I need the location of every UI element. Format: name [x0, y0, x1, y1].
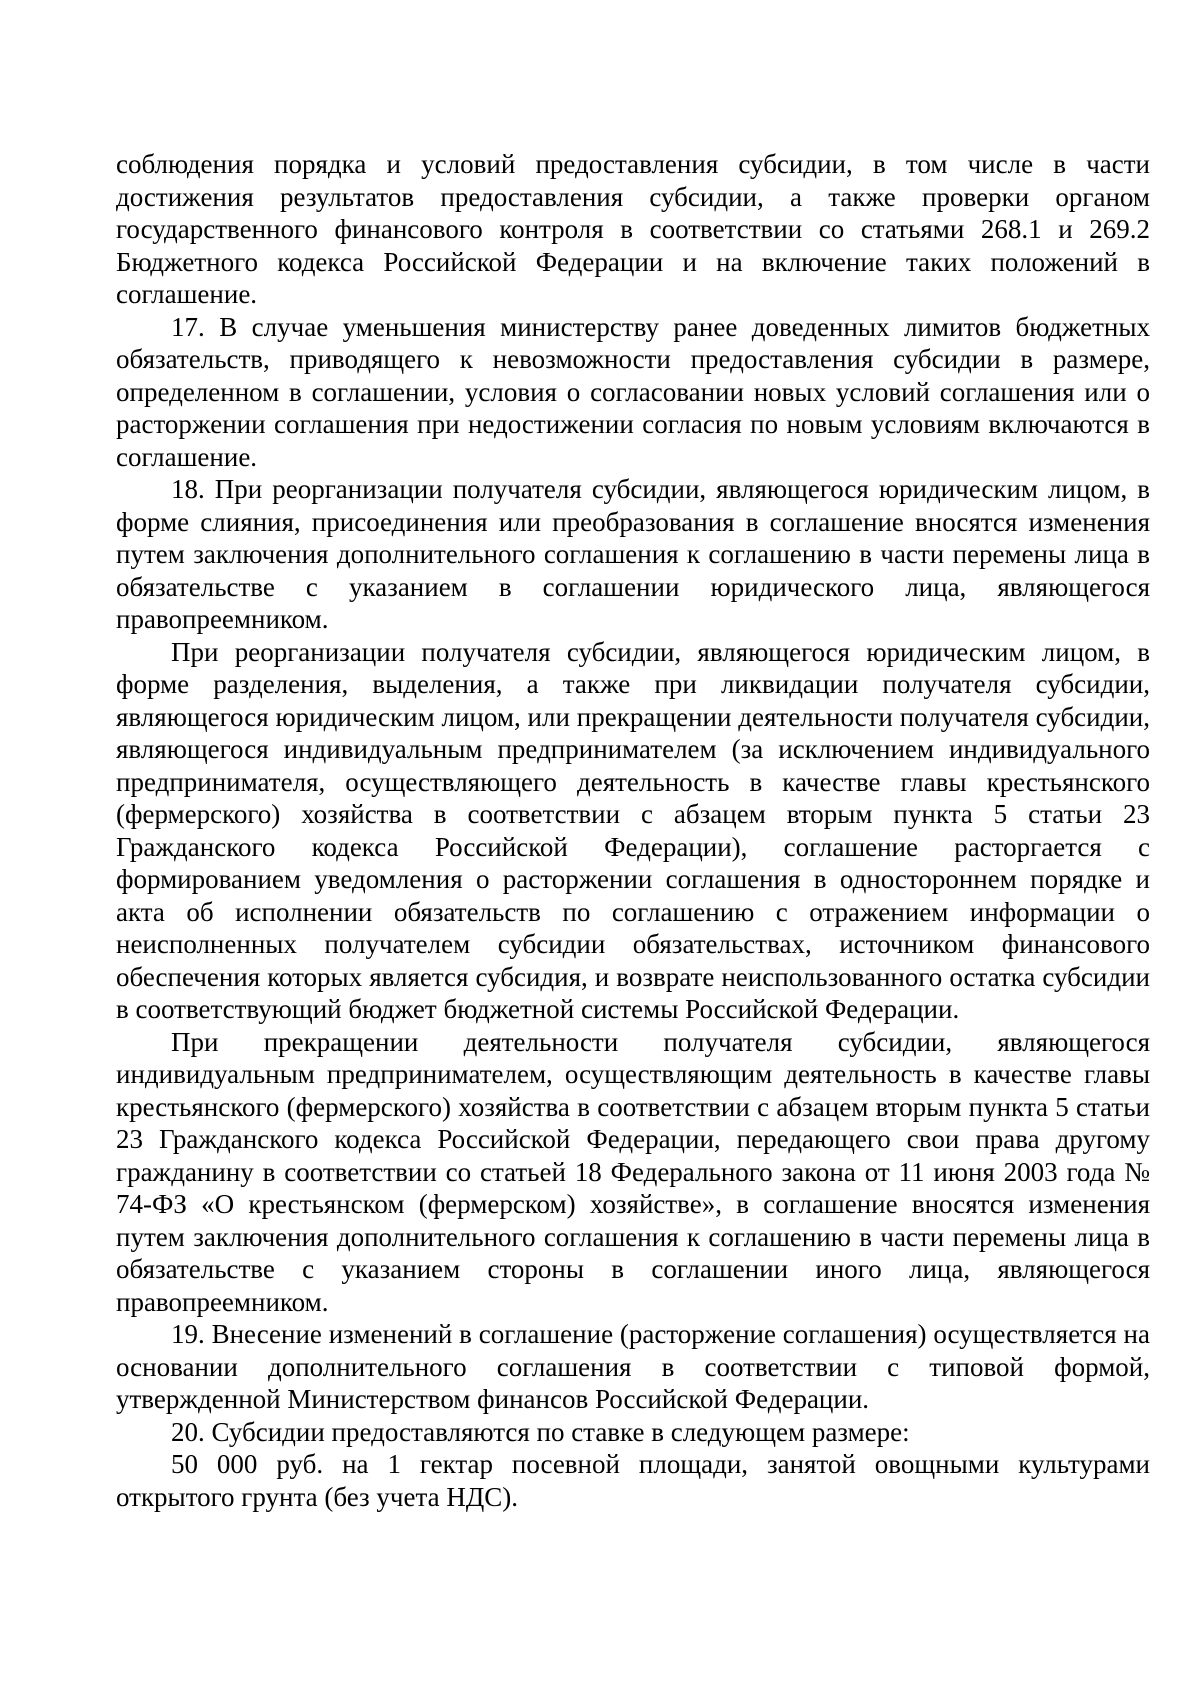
paragraph-termination-farm-head: При прекращении деятельности получателя субсидии, являющегося индивидуальным предпринимателем, осуществляющим деятельность в качестве главы крестьянского (фермерского) хозяйства в соответствии с абзацем вторым пункта 5 статьи 23 Гражданского кодекса Российской Федерации, передающего свои права другому гражданину в соответствии со статьей 18 Федерального закона от 11 июня 2003 года № 74-ФЗ «О крестьянском (фермерском) хозяйстве», в соглашение вносятся изменения путем заключения дополнительного соглашения к соглашению в части перемены лица в обязательстве с указанием стороны в соглашении иного лица, являющегося правопреемником.	[116, 1026, 1150, 1317]
paragraph-continuation: соблюдения порядка и условий предоставления субсидии, в том числе в части достижения результатов предоставления субсидии, а также проверки органом государственного финансового контроля в соответствии со статьями 268.1 и 269.2 Бюджетного кодекса Российской Федерации и на включение таких положений в соглашение.	[116, 149, 1150, 309]
paragraph-item-20: 20. Субсидии предоставляются по ставке в следующем размере:	[171, 1416, 910, 1447]
document-body	[116, 148, 1150, 1513]
paragraph-item-18: 18. При реорганизации получателя субсидии, являющегося юридическим лицом, в форме слияния, присоединения или преобразования в соглашение вносятся изменения путем заключения дополнительного соглашения к соглашению в части перемены лица в обязательстве с указанием в соглашении юридического лица, являющегося правопреемником.	[116, 474, 1150, 634]
paragraph-item-17: 17. В случае уменьшения министерству ранее доведенных лимитов бюджетных обязательств, приводящего к невозможности предоставления субсидии в размере, определенном в соглашении, условия о согласовании новых условий соглашения или о расторжении соглашения при недостижении согласия по новым условиям включаются в соглашение.	[116, 311, 1150, 472]
paragraph-subsidy-rate: 50 000 руб. на 1 гектар посевной площади, занятой овощными культурами открытого грунта (без учета НДС).	[116, 1449, 1150, 1512]
paragraph-item-19: 19. Внесение изменений в соглашение (расторжение соглашения) осуществляется на основании дополнительного соглашения в соответствии с типовой формой, утвержденной Министерством финансов Российской Федерации.	[116, 1319, 1150, 1414]
paragraph-reorganization-division: При реорганизации получателя субсидии, являющегося юридическим лицом, в форме разделения, выделения, а также при ликвидации получателя субсидии, являющегося юридическим лицом, или прекращении деятельности получателя субсидии, являющегося индивидуальным предпринимателем (за исключением индивидуального предпринимателя, осуществляющего деятельность в качестве главы крестьянского (фермерского) хозяйства в соответствии с абзацем вторым пункта 5 статьи 23 Гражданского кодекса Российской Федерации), соглашение расторгается с формированием уведомления о расторжении соглашения в одностороннем порядке и акта об исполнении обязательств по соглашению с отражением информации о неисполненных получателем субсидии обязательствах, источником финансового обеспечения которых является субсидия, и возврате неиспользованного остатка субсидии в соответствующий бюджет бюджетной системы Российской Федерации.	[116, 636, 1150, 1024]
